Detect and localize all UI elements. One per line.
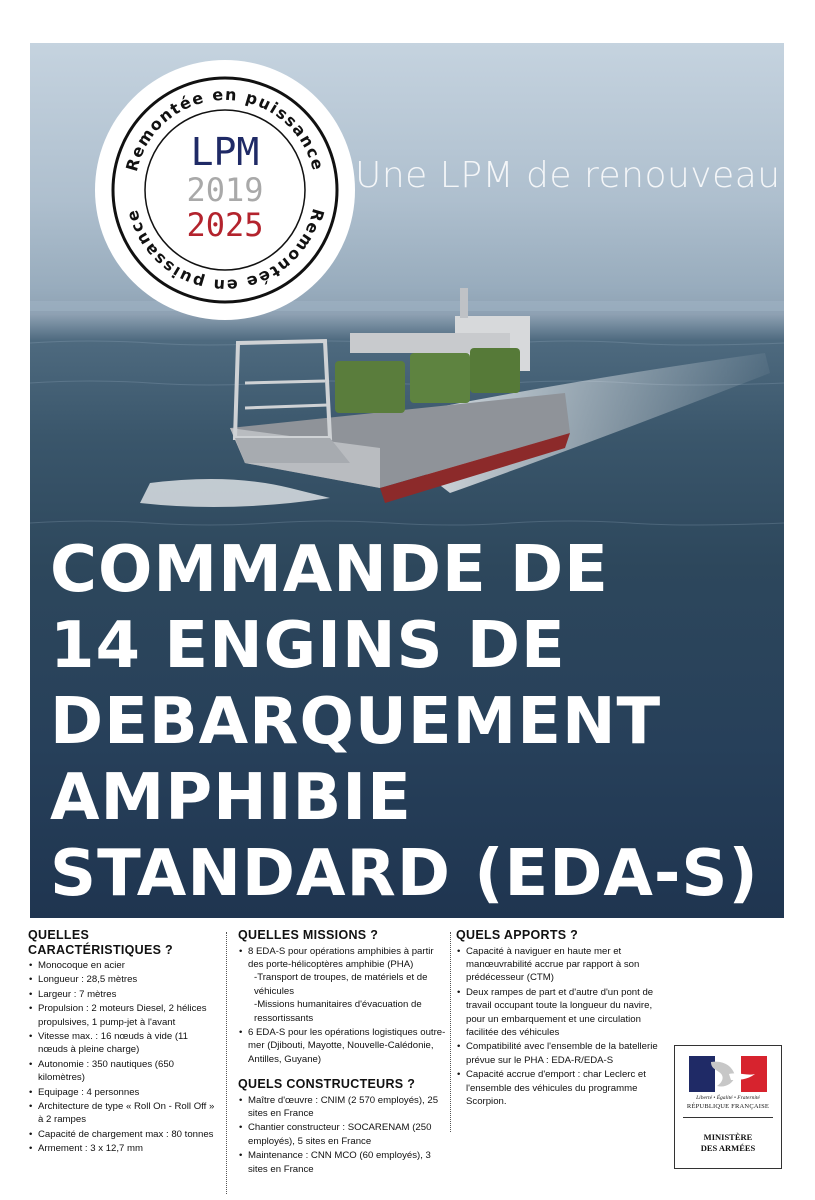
list-item: • Deux rampes de part et d'autre d'un pont de travail occupant toute la longueur du navire, pour un embarquement et une circulation facilitée des véhicules <box>456 986 661 1040</box>
stamp-year-end: 2025 <box>186 206 264 244</box>
subtitle: Une LPM de renouveau <box>355 155 781 196</box>
list-item: • Armement : 3 x 12,7 mm <box>28 1142 216 1155</box>
characteristics-heading: QUELLES CARACTÉRISTIQUES ? <box>28 928 173 957</box>
stamp-arc-bottom: Remontée en puissance <box>122 206 328 296</box>
list-item: • Largeur : 7 mètres <box>28 988 216 1001</box>
column-divider <box>450 932 451 1132</box>
title-line: AMPHIBIE <box>50 761 412 835</box>
list-item: • Maintenance : CNN MCO (60 employés), 3 sites en France <box>238 1149 448 1176</box>
hero-photo <box>30 43 784 918</box>
divider <box>683 1117 773 1118</box>
characteristics-section <box>28 928 216 1157</box>
list-item: • Architecture de type « Roll On - Roll Off » à 2 rampes <box>28 1100 216 1127</box>
marianne-icon <box>689 1056 767 1092</box>
list-item: • Maître d'œuvre : CNIM (2 570 employés), 25 sites en France <box>238 1094 448 1121</box>
list-item: • Capacité accrue d'emport : char Leclerc et l'ensemble des véhicules du programme Scorpion. <box>456 1068 661 1108</box>
list-item: • 8 EDA-S pour opérations amphibies à partir des porte-hélicoptères amphibie (PHA) -Transport de troupes, de matériels et de véhicules -Missions humanitaires d'évacuation de ressortissants <box>238 945 448 1025</box>
list-item: • Capacité de chargement max : 80 tonnes <box>28 1128 216 1141</box>
column-divider <box>226 932 227 1194</box>
missions-list <box>238 945 448 1067</box>
list-item: • Equipage : 4 personnes <box>28 1086 216 1099</box>
list-item: • Compatibilité avec l'ensemble de la batellerie prévue sur le PHA : EDA-R/EDA-S <box>456 1040 661 1067</box>
republic-motto: Liberté • Égalité • Fraternité <box>696 1095 760 1101</box>
stamp-arc-top: Remontée en puissance <box>122 84 328 174</box>
benefits-section <box>456 928 661 1109</box>
title-line: DEBARQUEMENT <box>50 685 662 759</box>
characteristics-list <box>28 959 216 1156</box>
benefits-list <box>456 945 661 1109</box>
missions-section <box>238 928 448 1177</box>
title-line: STANDARD (EDA-S) <box>50 837 759 911</box>
list-item: • Longueur : 28,5 mètres <box>28 973 216 986</box>
list-item: • 6 EDA-S pour les opérations logistiques outre-mer (Djibouti, Mayotte, Nouvelle-Calédonie, Antilles, Guyane) <box>238 1026 448 1066</box>
builders-list <box>238 1094 448 1176</box>
missions-heading: QUELLES MISSIONS ? <box>238 928 379 942</box>
main-title <box>50 532 759 912</box>
stamp-lpm: LPM <box>190 130 260 174</box>
ministry-name: MINISTÈRE DES ARMÉES <box>700 1132 756 1153</box>
title-line: COMMANDE DE <box>50 533 609 607</box>
benefits-heading: QUELS APPORTS ? <box>456 928 579 942</box>
title-line: 14 ENGINS DE <box>50 609 566 683</box>
lpm-stamp-logo <box>93 58 357 322</box>
list-item: • Propulsion : 2 moteurs Diesel, 2 hélices propulsives, 1 pump-jet à l'avant <box>28 1002 216 1029</box>
ministry-logo <box>674 1045 782 1169</box>
list-item: • Capacité à naviguer en haute mer et manœuvrabilité accrue par rapport à son prédécesseur (CTM) <box>456 945 661 985</box>
list-item: • Autonomie : 350 nautiques (650 kilomètres) <box>28 1058 216 1085</box>
list-item: • Monocoque en acier <box>28 959 216 972</box>
republic-name: RÉPUBLIQUE FRANÇAISE <box>686 1103 770 1110</box>
list-item: • Chantier constructeur : SOCARENAM (250 employés), 5 sites en France <box>238 1121 448 1148</box>
list-item: • Vitesse max. : 16 nœuds à vide (11 nœuds à pleine charge) <box>28 1030 216 1057</box>
builders-heading: QUELS CONSTRUCTEURS ? <box>238 1077 416 1092</box>
stamp-year-start: 2019 <box>186 171 264 209</box>
